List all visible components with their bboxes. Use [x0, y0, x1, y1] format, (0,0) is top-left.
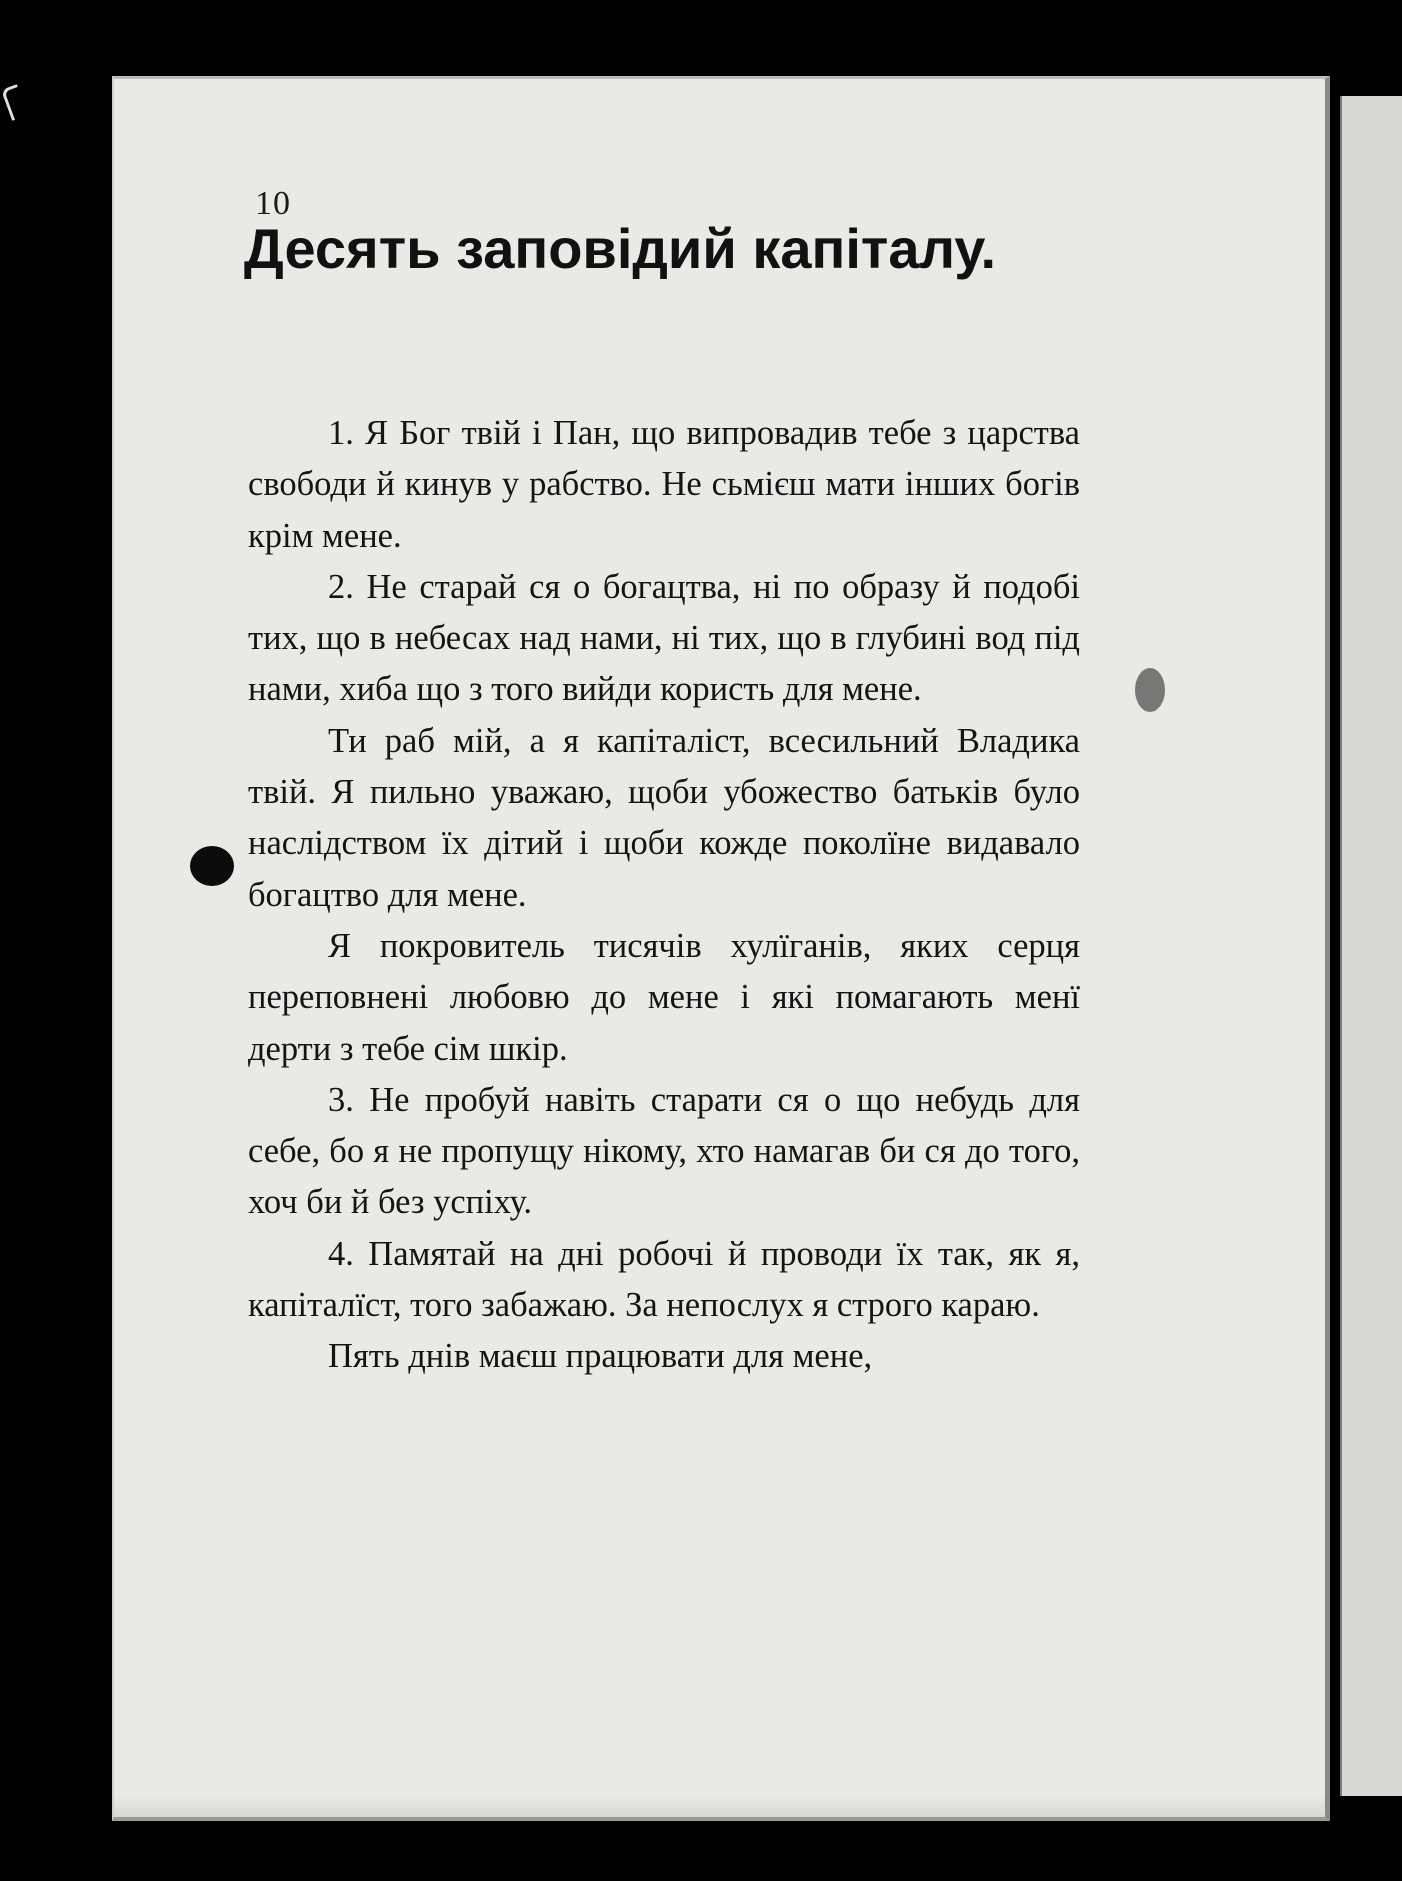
paragraph-commandment-2: 2. Не старай ся о богацтва, ні по образу й подобі тих, що в небесах над нами, ні тих, що в глубині вод під нами, хиба що з того вийди користь для мене.	[248, 567, 1080, 709]
paragraph-five-days: Пять днів маєш працювати для мене,	[328, 1337, 873, 1376]
ink-blot	[190, 846, 234, 886]
paragraph-commandment-1: 1. Я Бог твій і Пан, що випровадив тебе з царства свободи й кинув у рабство. Не сьмієш мати інших богів крім мене.	[248, 414, 1080, 555]
edge-scratch	[1, 84, 28, 121]
adjacent-page-edge	[1340, 96, 1402, 1796]
paragraph-commandment-4: 4. Памятай на дні робочі й проводи їх так, як я, капіталїст, того забажаю. За непослух я строго караю.	[248, 1234, 1080, 1325]
paragraph-slave: Ти раб мій, а я капіталіст, всесильний Владика твій. Я пильно уважаю, щоби убожество батьків було наслідством їх дітий і щоби кожде поколїне видавало богацтво для мене.	[248, 721, 1080, 914]
body-text	[248, 408, 1080, 1383]
ink-smudge	[1135, 668, 1165, 712]
paragraph-hooligans: Я покровитель тисячів хулїганів, яких серця переповнені любовю до мене і які помагають менї дерти з тебе сім шкір.	[248, 926, 1080, 1068]
page-number: 10	[255, 185, 291, 222]
page-title: Десять заповідий капіталу.	[243, 217, 997, 280]
paragraph-commandment-3: 3. Не пробуй навіть старати ся о що небудь для себе, бо я не пропущу нікому, хто намагав би ся до того, хоч би й без успіху.	[248, 1080, 1080, 1222]
